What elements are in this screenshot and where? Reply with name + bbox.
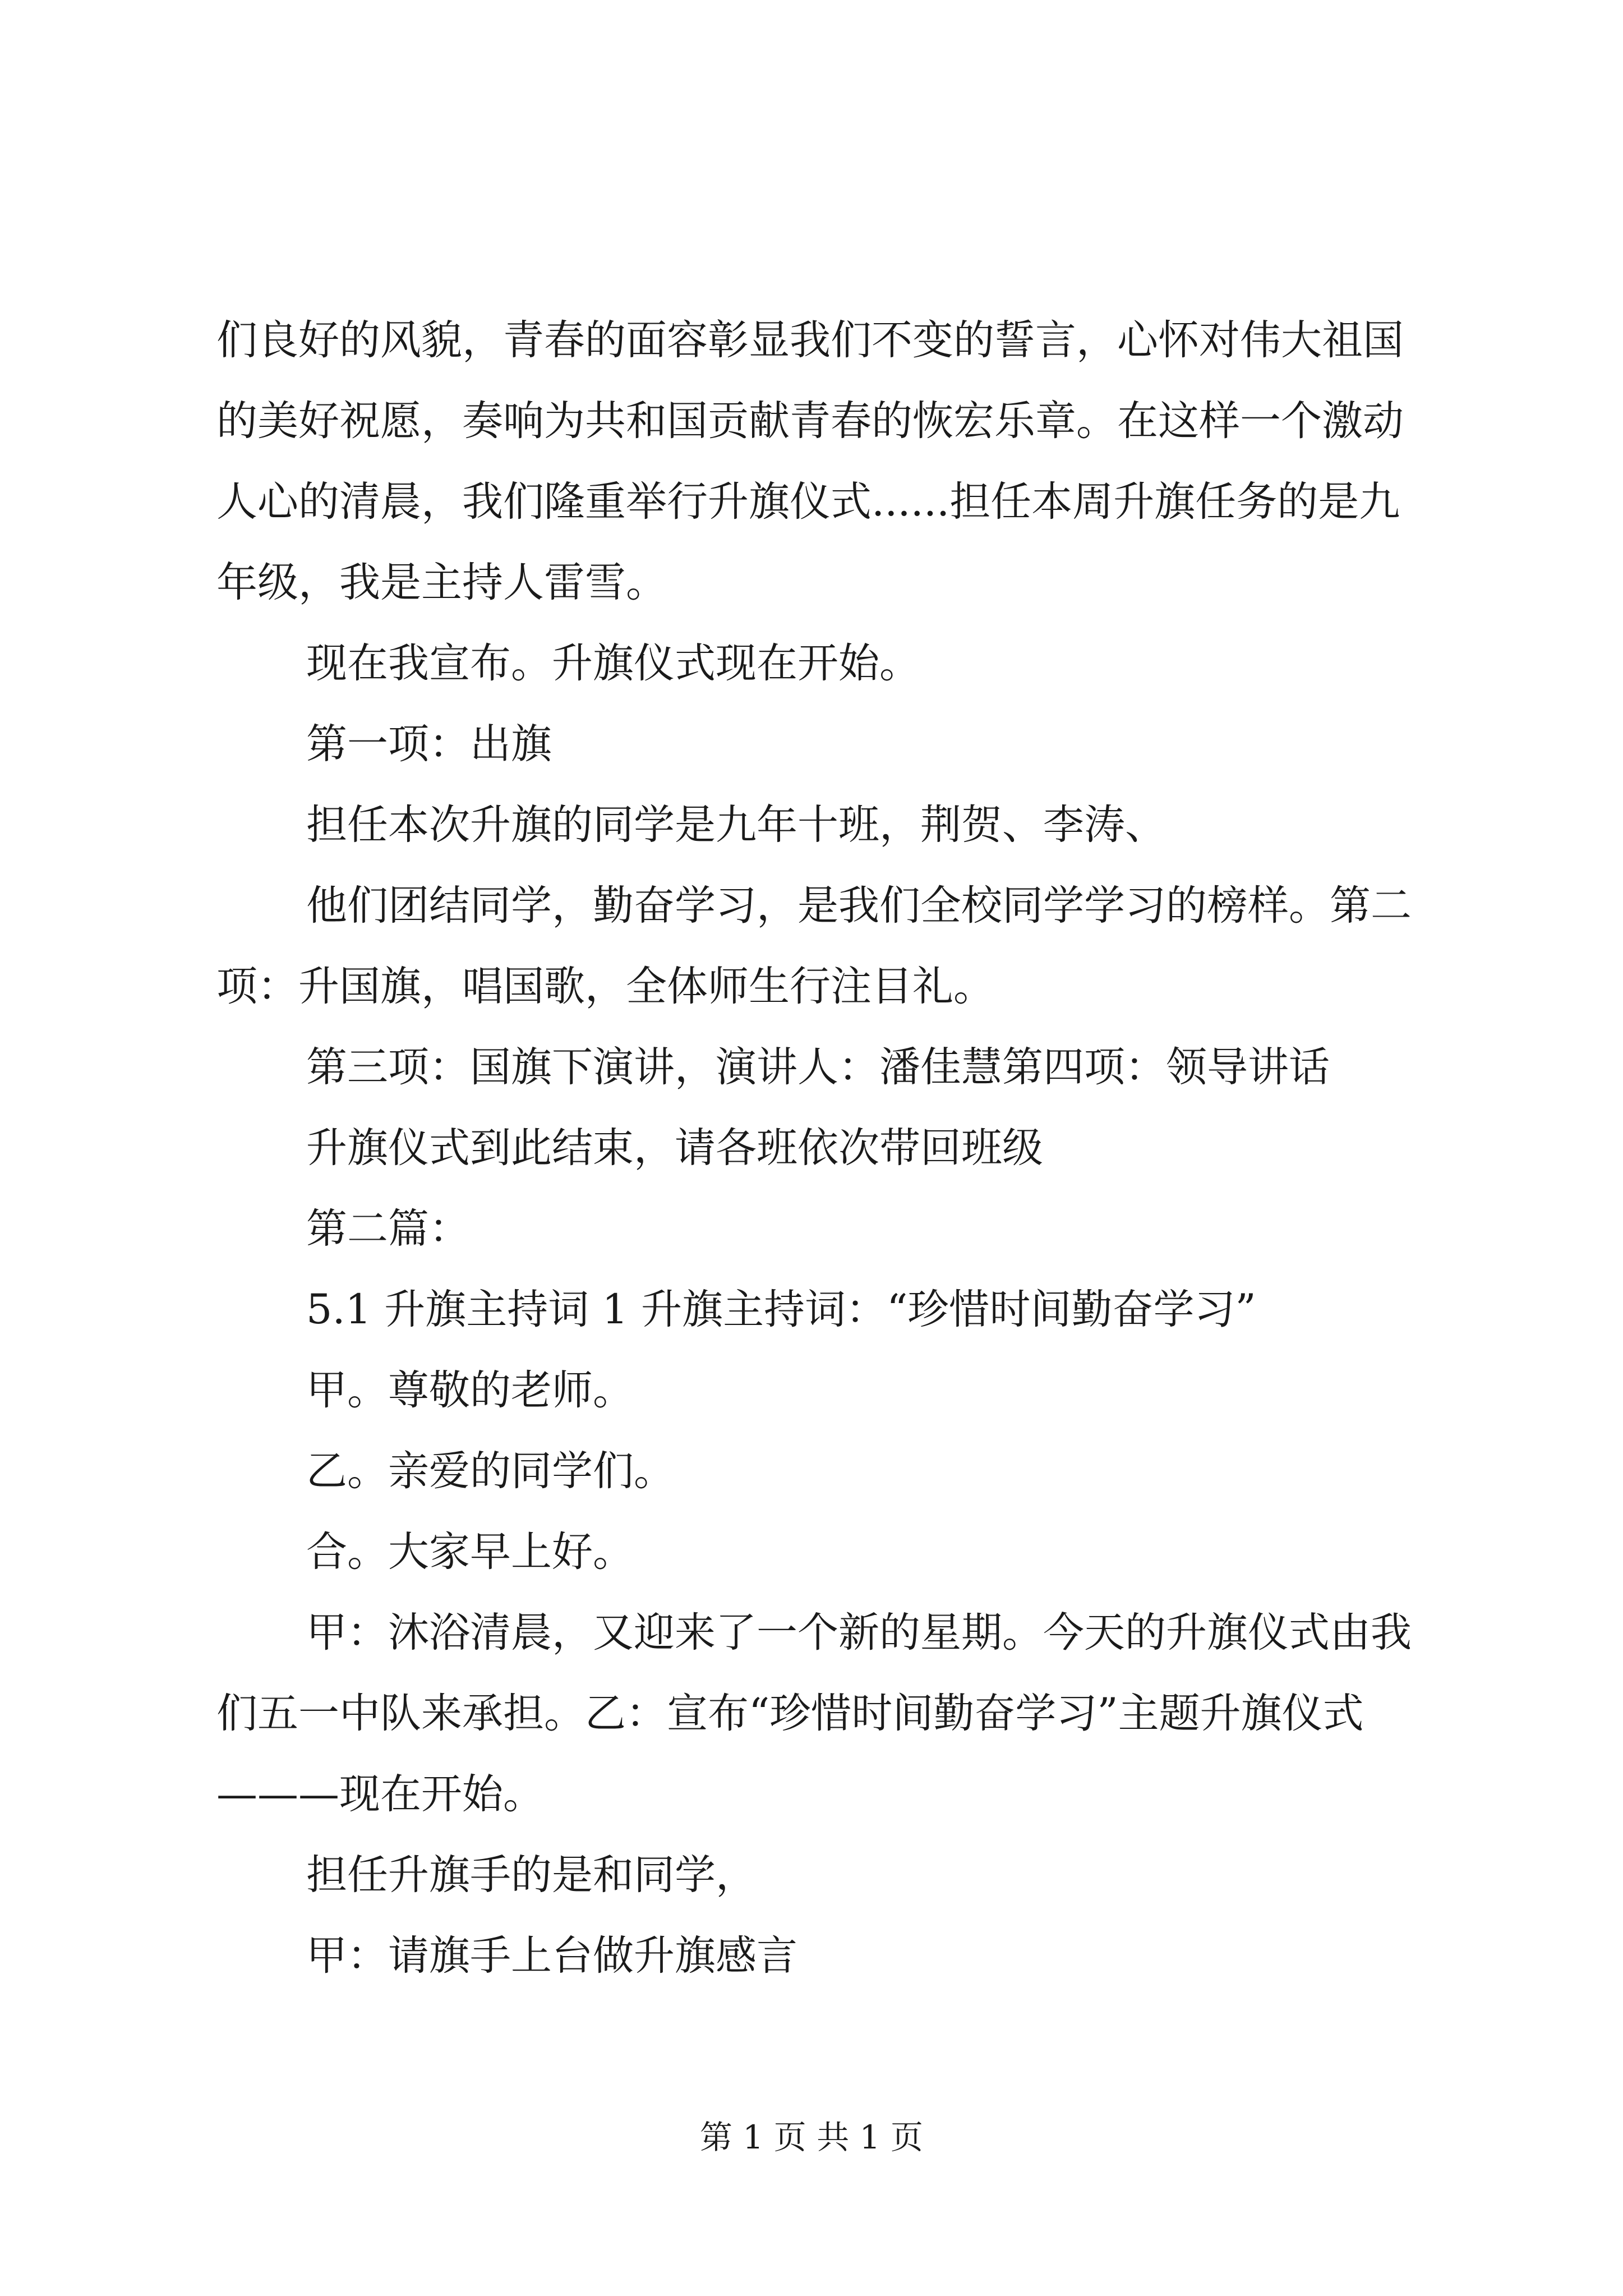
paragraph: 他们团结同学，勤奋学习，是我们全校同学学习的榜样。第二项：升国旗，唱国歌，全体师生行注目礼。 (216, 882, 1412, 1010)
paragraph: 担任升旗手的是和同学， (306, 1851, 757, 1899)
paragraph: 乙。亲爱的同学们。 (306, 1447, 675, 1495)
paragraph: 甲：请旗手上台做升旗感言 (306, 1932, 797, 1980)
document-body (216, 300, 1417, 1996)
paragraph: 甲：沐浴清晨，又迎来了一个新的星期。今天的升旗仪式由我们五一中队来承担。乙：宣布“珍惜时间勤奋学习”主题升旗仪式———现在开始。 (216, 1609, 1412, 1818)
paragraph: 第一项：出旗 (306, 720, 552, 768)
paragraph: 5.1 升旗主持词 1 升旗主持词：“珍惜时间勤奋学习” (306, 1286, 1256, 1333)
page-number: 第 1 页 共 1 页 (700, 2118, 923, 2156)
paragraph: 第三项：国旗下演讲，演讲人：潘佳慧第四项：领导讲话 (306, 1043, 1330, 1091)
paragraph: 升旗仪式到此结束，请各班依次带回班级 (306, 1124, 1043, 1172)
paragraph: 第二篇： (306, 1205, 470, 1253)
paragraph: 现在我宣布。升旗仪式现在开始。 (306, 639, 920, 687)
paragraph: 甲。尊敬的老师。 (306, 1366, 634, 1414)
paragraph: 们良好的风貌，青春的面容彰显我们不变的誓言，心怀对伟大祖国的美好祝愿，奏响为共和国贡献青春的恢宏乐章。在这样一个激动人心的清晨，我们隆重举行升旗仪式......担任本周升旗任务的是九年级，我是主持人雷雪。 (216, 316, 1404, 606)
paragraph: 合。大家早上好。 (306, 1528, 634, 1576)
paragraph: 担任本次升旗的同学是九年十班，荆贺、李涛、 (306, 801, 1166, 849)
page-footer (0, 2115, 1623, 2160)
